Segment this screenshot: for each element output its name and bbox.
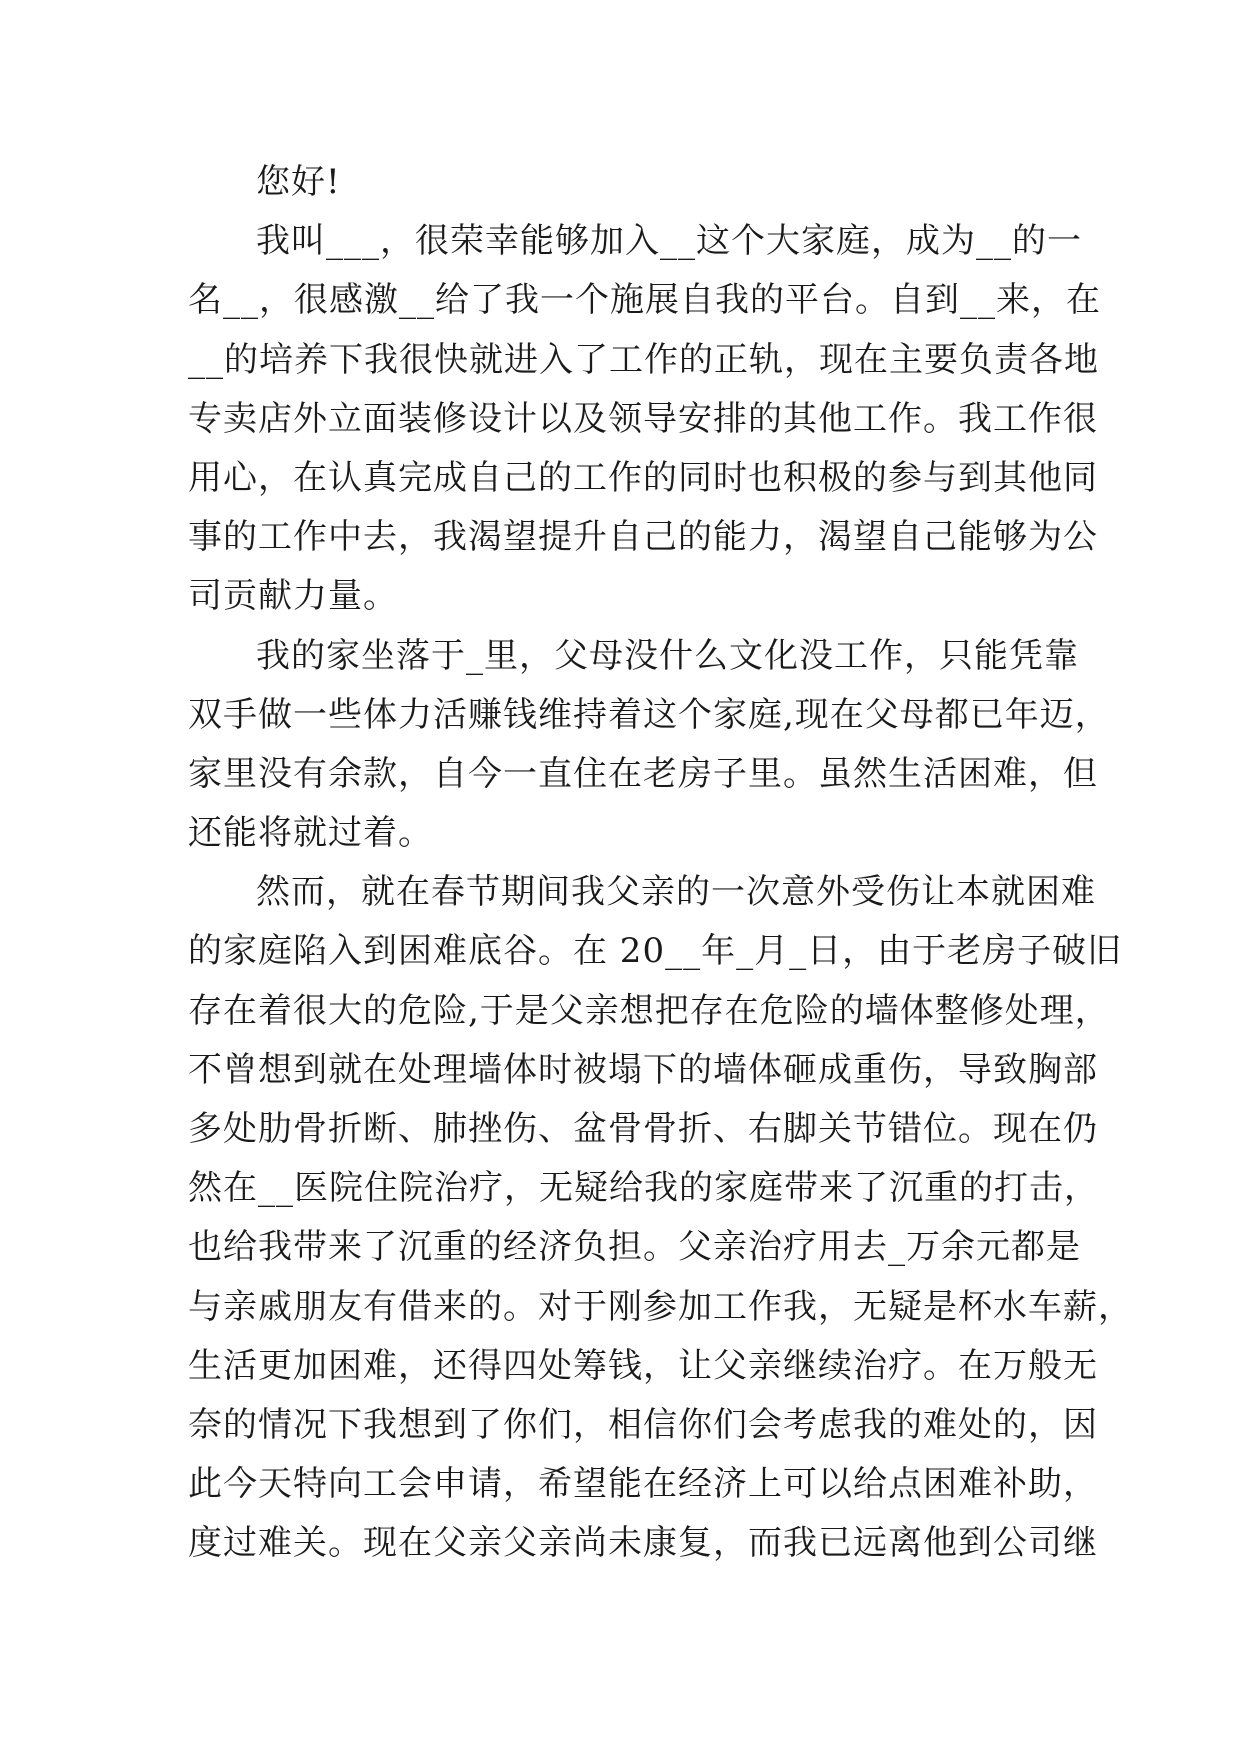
- paragraph-3-line-4: 不曾想到就在处理墙体时被塌下的墙体砸成重伤，导致胸部: [188, 1049, 1098, 1090]
- paragraph-3-line-6: 然在__医院住院治疗，无疑给我的家庭带来了沉重的打击，: [188, 1168, 1099, 1209]
- paragraph-1-line-3: __的培养下我很快就进入了工作的正轨，现在主要负责各地: [188, 339, 1099, 380]
- paragraph-3-line-10: 奈的情况下我想到了你们，相信你们会考虑我的难处的，因: [188, 1404, 1098, 1445]
- paragraph-3-line-9: 生活更加困难，还得四处筹钱，让父亲继续治疗。在万般无: [188, 1345, 1098, 1386]
- paragraph-2-line-2: 双手做一些体力活赚钱维持着这个家庭,现在父母都已年迈，: [188, 694, 1110, 735]
- paragraph-3-line-1: 然而，就在春节期间我父亲的一次意外受伤让本就困难: [256, 872, 1096, 913]
- paragraph-2-line-1: 我的家坐落于_里，父母没什么文化没工作，只能凭靠: [256, 635, 1079, 676]
- paragraph-3-line-11: 此今天特向工会申请，希望能在经济上可以给点困难补助，: [188, 1464, 1098, 1505]
- paragraph-1-line-4: 专卖店外立面装修设计以及领导安排的其他工作。我工作很: [188, 398, 1098, 439]
- paragraph-1-line-5: 用心，在认真完成自己的工作的同时也积极的参与到其他同: [188, 457, 1098, 498]
- paragraph-3-line-3: 存在着很大的危险,于是父亲想把存在危险的墙体整修处理，: [188, 990, 1110, 1031]
- paragraph-1-line-6: 事的工作中去，我渴望提升自己的能力，渴望自己能够为公: [188, 517, 1098, 558]
- paragraph-3-line-2: 的家庭陷入到困难底谷。在 20__年_月_日，由于老房子破旧: [188, 931, 1123, 972]
- greeting: 您好!: [256, 162, 341, 202]
- paragraph-3-line-5: 多处肋骨折断、肺挫伤、盆骨骨折、右脚关节错位。现在仍: [188, 1109, 1098, 1149]
- paragraph-2-line-4: 还能将就过着。: [188, 813, 433, 854]
- paragraph-1-line-2: 名__，很感激__给了我一个施展自我的平台。自到__来，在: [188, 280, 1101, 321]
- paragraph-3-line-8: 与亲戚朋友有借来的。对于刚参加工作我，无疑是杯水车薪，: [188, 1286, 1133, 1327]
- paragraph-1-line-1: 我叫___，很荣幸能够加入__这个大家庭，成为__的一: [256, 221, 1082, 262]
- letter-body: [188, 153, 1133, 1574]
- paragraph-3-line-12: 度过难关。现在父亲父亲尚未康复，而我已远离他到公司继: [188, 1523, 1098, 1564]
- paragraph-3-line-7: 也给我带来了沉重的经济负担。父亲治疗用去_万余元都是: [188, 1227, 1081, 1268]
- paragraph-2-line-3: 家里没有余款，自今一直住在老房子里。虽然生活困难，但: [188, 753, 1098, 794]
- paragraph-1-line-7: 司贡献力量。: [188, 576, 398, 617]
